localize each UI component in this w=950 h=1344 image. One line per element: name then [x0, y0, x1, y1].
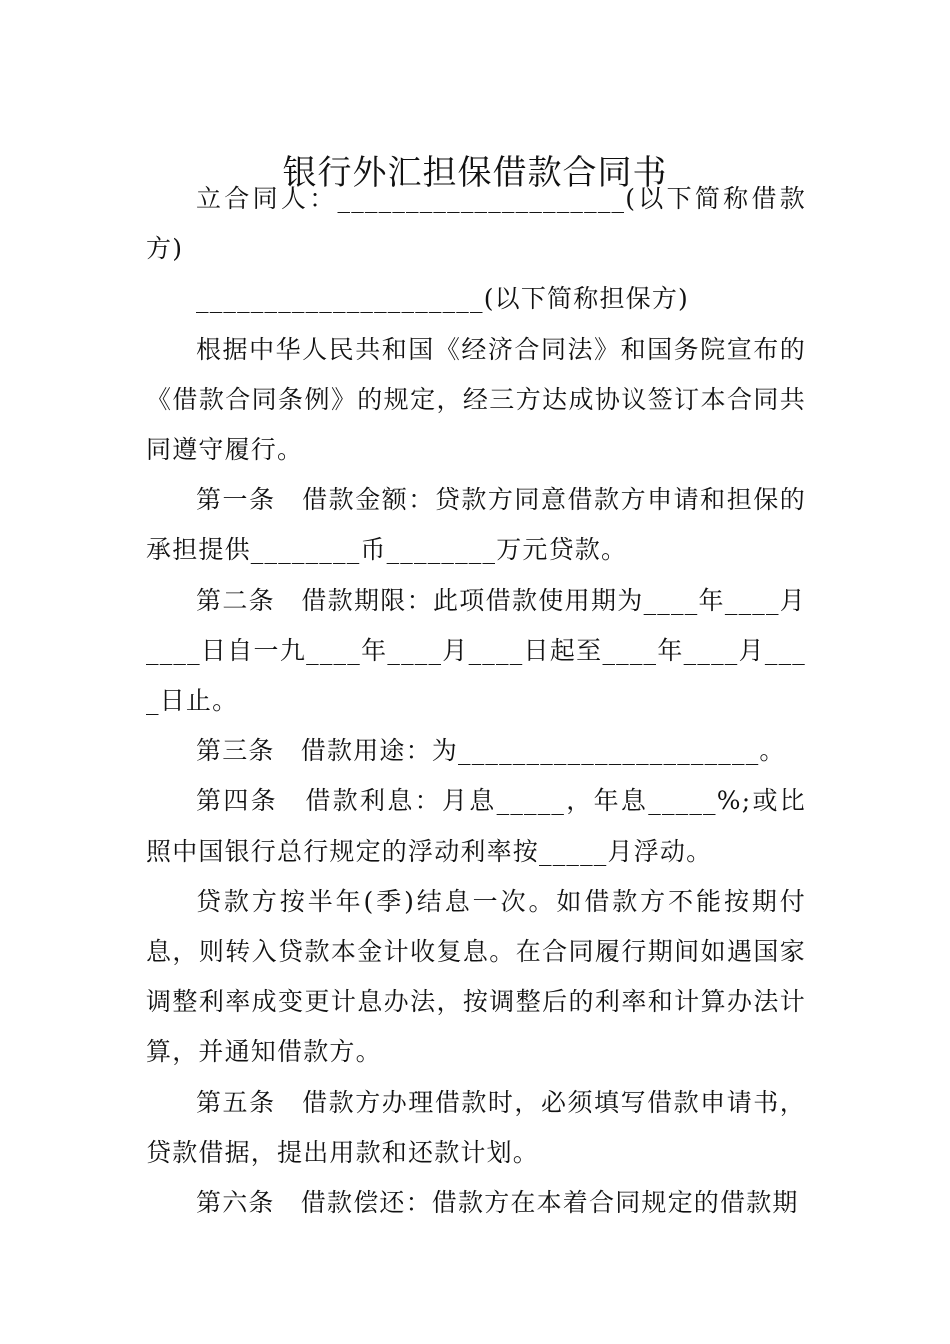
article-2-term: 第二条 借款期限：此项借款使用期为____年____月____日自一九____年____月____日起至____年____月____日止。: [146, 585, 806, 716]
article-5-application: 第五条 借款方办理借款时，必须填写借款申请书，贷款借据，提出用款和还款计划。: [146, 1087, 806, 1167]
document-body: [146, 174, 806, 1228]
preamble-paragraph: 根据中华人民共和国《经济合同法》和国务院宣布的《借款合同条例》的规定，经三方达成协议签订本合同共同遵守履行。: [146, 334, 806, 465]
interest-settlement-paragraph: 贷款方按半年(季)结息一次。如借款方不能按期付息，则转入贷款本金计收复息。在合同履行期间如遇国家调整利率成变更计息办法，按调整后的利率和计算办法计算，并通知借款方。: [146, 886, 806, 1067]
article-4-interest: 第四条 借款利息：月息_____，年息_____%;或比照中国银行总行规定的浮动利率按_____月浮动。: [146, 786, 806, 866]
parties-guarantor-line: _____________________(以下简称担保方): [196, 284, 690, 314]
article-3-purpose: 第三条 借款用途：为______________________。: [196, 736, 786, 766]
parties-borrower-line: 立合同人：_____________________(以下简称借款方): [146, 184, 806, 264]
article-1-amount: 第一条 借款金额：贷款方同意借款方申请和担保的承担提供________币________万元贷款。: [146, 485, 806, 565]
document-title: 银行外汇担保借款合同书: [282, 152, 668, 193]
article-6-repayment: 第六条 借款偿还：借款方在本着合同规定的借款期: [196, 1188, 799, 1218]
